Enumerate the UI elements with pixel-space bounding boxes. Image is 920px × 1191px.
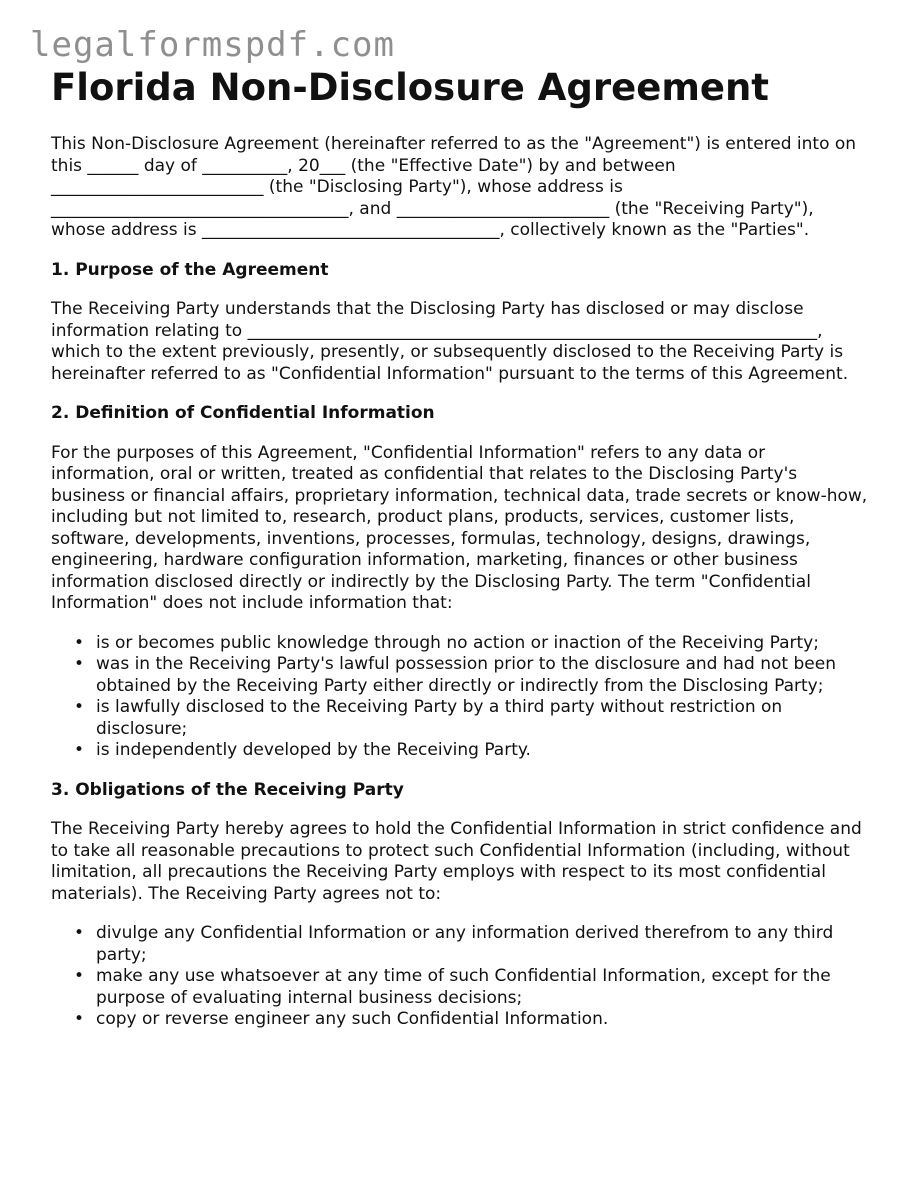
- list-item: • is or becomes public knowledge through no action or inaction of the Receiving Party;: [96, 633, 873, 655]
- list-item: • make any use whatsoever at any time of such Confidential Information, except for the purpose of evaluating internal business decisions;: [96, 966, 873, 1009]
- section-1-paragraph: The Receiving Party understands that the Disclosing Party has disclosed or may disclose information relating to ___________________________________________________________________, which to the extent previously, presently, or subsequently disclosed to the Receiving Party is hereinafter referred to as "Confidential Information" pursuant to the terms of this Agreement.: [51, 299, 849, 384]
- document-body: [51, 66, 873, 1031]
- list-item: • is lawfully disclosed to the Receiving Party by a third party without restriction on disclosure;: [96, 697, 873, 740]
- watermark-text: legalformspdf.com: [30, 25, 395, 65]
- section-2-exclusions-list: [51, 633, 873, 762]
- list-item: • was in the Receiving Party's lawful possession prior to the disclosure and had not been obtained by the Receiving Party either directly or indirectly from the Disclosing Party;: [96, 654, 873, 697]
- section-3-obligations-list: [51, 923, 873, 1031]
- section-2-paragraph: For the purposes of this Agreement, "Confidential Information" refers to any data or information, oral or written, treated as confidential that relates to the Disclosing Party's business or financial affairs, proprietary information, technical data, trade secrets or know-how, including but not limited to, research, product plans, products, services, customer lists, software, developments, inventions, processes, formulas, technology, designs, drawings, engineering, hardware configuration information, marketing, finances or other business information disclosed directly or indirectly by the Disclosing Party. The term "Confidential Information" does not include information that:: [51, 442, 868, 613]
- list-item: • divulge any Confidential Information or any information derived therefrom to any third party;: [96, 923, 873, 966]
- section-2-heading: 2. Definition of Confidential Information: [51, 403, 435, 423]
- document-title: Florida Non-Disclosure Agreement: [51, 66, 769, 109]
- section-3-paragraph: The Receiving Party hereby agrees to hold the Confidential Information in strict confidence and to take all reasonable precautions to protect such Confidential Information (including, without limitation, all precautions the Receiving Party employs with respect to its most confidential materials). The Receiving Party agrees not to:: [51, 819, 862, 904]
- list-item: • is independently developed by the Receiving Party.: [96, 740, 873, 762]
- section-3-heading: 3. Obligations of the Receiving Party: [51, 779, 404, 800]
- intro-paragraph: This Non-Disclosure Agreement (hereinafter referred to as the "Agreement") is entered into on this ______ day of __________, 20___ (the "Effective Date") by and between _________________________ (the "Disclosing Party"), whose address is ___________________________________, and _________________________ (the "Receiving Party"), whose address is ___________________________________, collectively known as the "Parties".: [51, 134, 857, 240]
- list-item: • copy or reverse engineer any such Confidential Information.: [96, 1009, 873, 1031]
- section-1-heading: 1. Purpose of the Agreement: [51, 259, 329, 280]
